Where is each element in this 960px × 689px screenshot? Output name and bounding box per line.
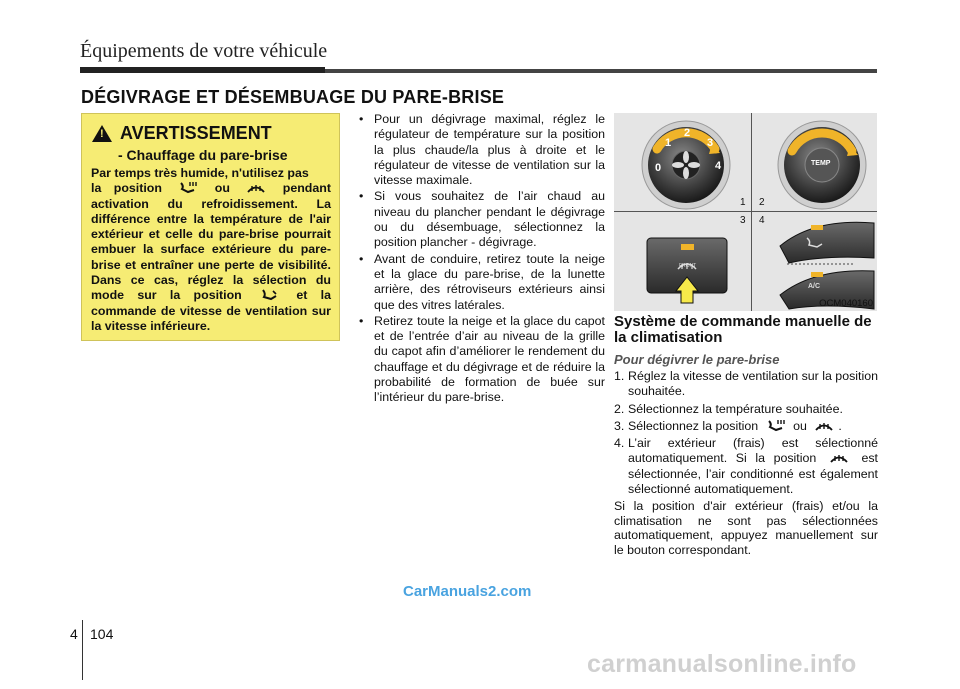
warning-title: AVERTISSEMENT [120,123,272,143]
step-text: Sélectionnez la température souhaitée. [628,401,843,416]
warning-line2-a: la position [91,181,162,196]
manual-subheading: Pour dégivrer le pare-brise [614,352,780,367]
step-number: 3. [614,418,625,433]
quadrant-label-4: 4 [759,215,765,226]
front-label: FRONT [679,263,697,269]
section-title: DÉGIVRAGE ET DÉSEMBUAGE DU PARE-BRISE [81,87,505,107]
warning-box [81,113,340,341]
list-item [614,419,878,434]
quadrant-label-2: 2 [759,197,765,208]
warning-header [92,123,272,144]
step-number: 4. [614,436,625,451]
fan-dial-4: 4 [715,160,722,172]
step-text-b: est sélectionnée, l’air conditionné est également sélectionné automatiquement. [628,451,878,497]
mode-button-drawing [780,222,874,264]
defrost-steps [614,369,878,497]
manual-note: Si la position d'air extérieur (frais) et/ou la climatisation ne sont pas sélectionnées automatiquement, appuyez manuellement sur le bouton correspondant. [614,499,878,557]
list-item [614,369,878,400]
quadrant-label-3: 3 [740,215,746,226]
control-panel-drawing [614,113,877,311]
fan-dial-3: 3 [707,137,714,149]
step-text-c: . [838,418,842,433]
manual-heading: Système de commande manuelle de la climatisation [614,313,872,346]
floor-mode-icon [259,288,279,301]
list-item: • Pour un dégivrage maximal, réglez le régulateur de température sur la position la plus chaude/la plus à droite et le régulateur de vitesse de ventilation sur la vitesse maximale. [356,112,605,188]
windshield-defrost-icon [246,181,266,194]
quadrant-divider-horizontal [614,211,877,212]
step-text-b: ou [793,418,807,433]
quadrant-divider-vertical [751,113,752,311]
ac-label: A/C [808,283,821,290]
figure-code: OCM040160 [819,298,873,309]
fan-dial-1: 1 [665,137,672,149]
temp-label: TEMP [811,160,831,167]
warning-body-end: et la commande de vitesse de ventilation sur la vitesse inférieure. [91,288,331,333]
chapter-title: Équipements de votre véhicule [80,40,328,62]
floor-defrost-icon [766,419,786,432]
warning-body [91,166,331,334]
chapter-number: 4 [70,626,78,642]
warning-line1: Par temps très humide, n'utilisez pas [91,166,309,180]
step-text-a: L’air extérieur (frais) est sélectionné automatiquement. Si la position [628,436,878,466]
step-number: 1. [614,369,625,383]
step-number: 2. [614,401,625,416]
header-rule [80,69,877,73]
page-number: 104 [90,626,114,642]
watermark-site: carmanualsonline.info [587,650,857,678]
floor-defrost-icon [178,181,198,194]
warning-line2-c: pendant [282,181,331,196]
windshield-defrost-icon [814,419,834,432]
defrost-tips-list [356,112,605,407]
warning-triangle-icon [92,125,112,142]
step-text-a: Sélectionnez la position [628,418,759,433]
watermark-link[interactable]: CarManuals2.com [403,583,532,600]
warning-line2-b: ou [214,181,230,196]
footer-divider [82,620,83,680]
front-defrost-button-drawing [647,238,727,303]
windshield-defrost-icon [829,451,849,464]
quadrant-label-1: 1 [740,197,746,208]
list-item [614,402,878,417]
warning-body-main: activation du refroidissement. La différence entre la température de l'air extérieur et celle du pare-brise pourrait embuer la surface extérieure du pare-brise et entraîner une perte de visibilité. Dans ce cas, réglez la sélection du mode sur la position [91,196,331,303]
climate-control-illustration [614,113,877,311]
list-item: • Si vous souhaitez de l’air chaud au niveau du plancher pendant le dégivrage ou du désembuage, sélectionnez la position plancher - dégivrage. [356,189,605,250]
step-text: Réglez la vitesse de ventilation sur la position souhaitée. [628,369,879,399]
list-item: • Retirez toute la neige et la glace du capot et de l’entrée d’air au niveau de la grille du capot afin d’améliorer le rendement du chauffage et du dégivrage et de réduire la probabilité de formation de buée sur l’intérieur du pare-brise. [356,314,605,406]
list-item: • Avant de conduire, retirez toute la neige et la glace du pare-brise, de la lunette arrière, des rétroviseurs extérieurs ainsi que des vitres latérales. [356,252,605,313]
fan-dial-0: 0 [655,162,662,174]
fan-dial-2: 2 [684,127,691,139]
list-item [614,436,878,497]
manual-control-section [614,314,878,557]
warning-subtitle: - Chauffage du pare-brise [118,147,288,163]
